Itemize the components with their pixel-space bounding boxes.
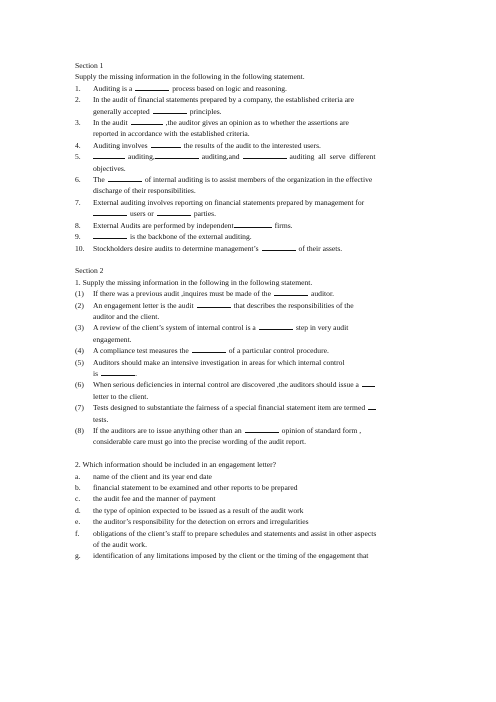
s2-item-7: (7) Tests designed to substantiate the fairness of a special financial statement item are termed	[75, 402, 425, 413]
s1-item-2: 2. In the audit of financial statements prepared by a company, the established criteria are	[75, 95, 354, 105]
q2-item-g: g. identification of any limitations imposed by the client or the timing of the engagement that	[75, 551, 369, 561]
answer-blank[interactable]	[362, 379, 375, 387]
section1-instruction: Supply the missing information in the following in the following statement.	[75, 72, 305, 82]
answer-blank[interactable]	[93, 231, 127, 239]
answer-blank[interactable]	[262, 243, 296, 251]
q2-item-d: d. the type of opinion expected to be issued as a result of the audit work	[75, 505, 304, 515]
s1-item-4: 4. Auditing involves the results of the audit to the interested users.	[75, 140, 321, 150]
answer-blank[interactable]	[135, 83, 169, 91]
s1-item-7: 7. External auditing involves reporting on financial statements prepared by management for	[75, 197, 365, 207]
answer-blank[interactable]	[157, 208, 191, 216]
s2-item-1: (1) If there was a previous audit ,inquires must be made of the auditor.	[75, 289, 334, 299]
answer-blank[interactable]	[245, 425, 279, 433]
q2-item-f: f. obligations of the client’s staff to prepare schedules and statements and assist in other aspects	[75, 528, 377, 538]
section2-title: Section 2	[75, 266, 104, 276]
answer-blank[interactable]	[93, 151, 125, 159]
s2-item-2: (2) An engagement letter is the audit that describes the responsibilities of the	[75, 300, 354, 310]
answer-blank[interactable]	[151, 140, 181, 148]
q2-item-e: e. the auditor’s responsibility for the detection on errors and irregularities	[75, 517, 309, 527]
q2-item-c: c. the audit fee and the manner of payment	[75, 494, 216, 504]
answer-blank[interactable]	[131, 117, 163, 125]
s2-item-4: (4) A compliance test measures the of a particular control procedure.	[75, 346, 329, 356]
answer-blank[interactable]	[155, 151, 199, 159]
answer-blank[interactable]	[192, 345, 226, 353]
question2-title: 2. Which information should be included in an engagement letter?	[75, 460, 277, 470]
answer-blank[interactable]	[93, 208, 127, 216]
s1-item-3: 3. In the audit ,the auditor gives an opinion as to whether the assertions are	[75, 118, 349, 128]
s1-item-9: 9. is the backbone of the external auditing.	[75, 232, 252, 242]
s1-item-10: 10. Stockholders desire audits to determine management’s of their assets.	[75, 243, 343, 253]
answer-blank[interactable]	[368, 402, 376, 410]
answer-blank[interactable]	[234, 220, 272, 228]
s1-item-1: 1. Auditing is a process based on logic and reasoning.	[75, 83, 287, 93]
document-content: Section 1 Supply the missing information in the following in the following statement. 1. Auditing is a process based on logic and reasoning. 2. In the audit of financial statements prepared by a company, the established criteria are generally accepted principles. 3. In the audit ,the auditor gives an opinion as to whether the assertions are reported in accordance with the established criteria. 4. Auditing involves the results of the audit to the interested users. 5. auditing, auditing,and auditing all serve different objectives. 6. The of internal auditing is to assist members of the organization in the effective discharge of their responsibilities. 7. External auditing involves reporting on financial statements prepared by management for users or parties. 8. External Audits are performed by independent firms. 9. is the backbone of the external auditing. 10. Stockholders desire audits to determine management’s of their assets. Section 2 1. Supply the missing information in the following in the following statement. (1) If there was a previous audit ,inquires must be made of the auditor. (2) An engagement letter is the audit that describes the responsibilities of the auditor and the client. (3) A review of the client’s system of internal control is a step in very audit engagement. (4) A compliance test measures the of a particular control procedure. (5) Auditors should make an intensive investigation in areas for which internal control is . (6) When serious deficiencies in internal control are discovered ,the auditors should issue a letter to the client. (7) Tests designed to substantiate the fairness of a special financial statement item are termed tests. (8) If the auditors are to issue anything other than an opinion of standard form , considerable care must go into the precise wording of the audit report. 2. Which information should be included in an engagement letter? a. name of the client and its year end date b. financial statement to be examined and other reports to be prepared c. the audit fee and the manner of payment d. the type of opinion expected to be issued as a result of the audit work e. the auditor’s responsibility for the detection on errors and irregularities f. obligations of the client’s staff to prepare schedules and statements and assist in other aspects of the audit work. g. identification of any limitations imposed by the client or the timing of the engagement that	[75, 60, 425, 562]
s1-item-6: 6. The of internal auditing is to assist members of the organization in the effective	[75, 175, 373, 185]
s1-item-8: 8. External Audits are performed by independent firms.	[75, 220, 293, 230]
s2-item-6: (6) When serious deficiencies in internal control are discovered ,the auditors should issue a	[75, 379, 425, 390]
s2-item-3: (3) A review of the client’s system of internal control is a step in very audit	[75, 323, 349, 333]
q2-item-a: a. name of the client and its year end date	[75, 471, 212, 481]
s2-item-5: (5) Auditors should make an intensive investigation in areas for which internal control	[75, 357, 345, 367]
answer-blank[interactable]	[259, 322, 293, 330]
answer-blank[interactable]	[197, 300, 231, 308]
answer-blank[interactable]	[243, 151, 287, 159]
s2-item-8: (8) If the auditors are to issue anything other than an opinion of standard form ,	[75, 425, 362, 435]
section2-instruction: 1. Supply the missing information in the following in the following statement.	[75, 277, 313, 287]
q2-item-b: b. financial statement to be examined and other reports to be prepared	[75, 483, 298, 492]
answer-blank[interactable]	[101, 368, 135, 376]
answer-blank[interactable]	[274, 288, 308, 296]
answer-blank[interactable]	[108, 174, 142, 182]
section1-title: Section 1	[75, 61, 104, 70]
s1-item-5: 5. auditing, auditing,and auditing all serve different	[75, 152, 376, 162]
answer-blank[interactable]	[153, 106, 187, 114]
